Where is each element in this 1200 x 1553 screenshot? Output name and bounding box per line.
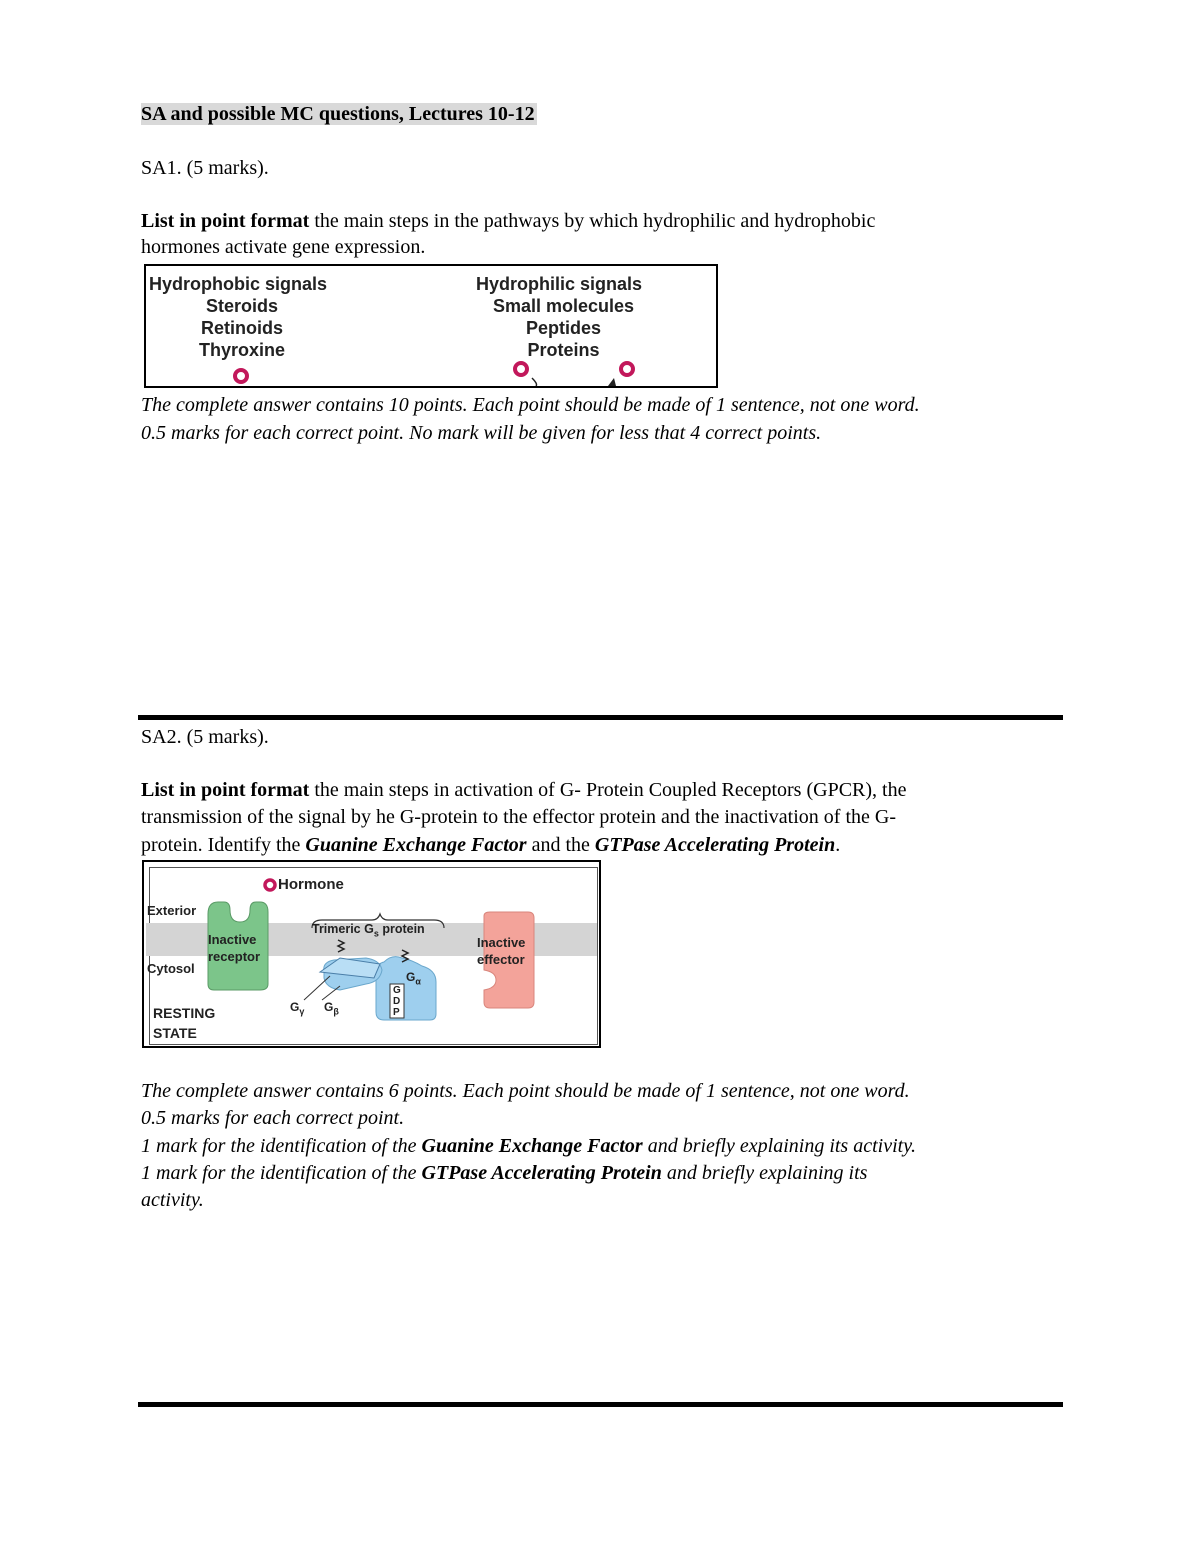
- arrow-icon: [532, 378, 537, 386]
- effector-label-2: effector: [477, 952, 525, 967]
- resting-label-1: RESTING: [153, 1005, 216, 1021]
- hormone-marker-icon: [621, 363, 633, 375]
- sa2-prompt-line-3: protein. Identify the Guanine Exchange Factor and the GTPase Accelerating Protein.: [141, 834, 841, 856]
- g-alpha-shape: [376, 957, 436, 1020]
- hydrophilic-item: Proteins: [527, 340, 600, 360]
- label-pointer: [322, 986, 340, 1000]
- hydrophilic-title: Hydrophilic signals: [476, 274, 643, 294]
- gdp-letter: D: [393, 996, 401, 1007]
- effector-label-1: Inactive: [477, 935, 526, 950]
- sa1-note-1: The complete answer contains 10 points. Each point should be made of 1 sentence, not one word.: [141, 394, 920, 416]
- hydrophobic-item: Retinoids: [200, 318, 283, 338]
- exterior-label: Exterior: [147, 903, 197, 918]
- hormone-marker-icon: [235, 370, 247, 382]
- sa2-prompt-line-2: transmission of the signal by he G-protein to the effector protein and the inactivation of the G-: [141, 806, 896, 828]
- hormone-label: Hormone: [278, 876, 344, 893]
- g-alpha-label: $G_\alpha$: [406, 970, 421, 987]
- hormone-marker-icon: [265, 880, 275, 890]
- hydrophobic-item: Thyroxine: [198, 340, 286, 360]
- section-divider: [138, 715, 1063, 720]
- sa1-prompt-line-1: List in point format the main steps in the pathways by which hydrophilic and hydrophobic: [141, 210, 876, 232]
- gdp-letter: G: [393, 985, 401, 996]
- trimeric-label: Trimeric $G_s$ protein: [312, 922, 425, 939]
- resting-label-2: STATE: [153, 1025, 197, 1041]
- sa2-note-2: 0.5 marks for each correct point.: [141, 1107, 405, 1129]
- hydrophobic-item: Steroids: [205, 296, 279, 316]
- sa1-note-2: 0.5 marks for each correct point. No mark will be given for less that 4 correct points.: [141, 422, 822, 444]
- hydrophilic-item: Small molecules: [492, 296, 635, 316]
- receptor-label-2: receptor: [208, 949, 261, 964]
- section-divider: [138, 1402, 1063, 1407]
- page-title: SA and possible MC questions, Lectures 10-12: [141, 103, 535, 125]
- arrow-icon: [608, 378, 616, 386]
- hormone-markers: [146, 266, 716, 386]
- hormone-marker-icon: [515, 363, 527, 375]
- g-gamma-label: $G_\gamma$: [290, 1000, 305, 1017]
- sa2-note-5: activity.: [141, 1189, 204, 1211]
- sa1-heading: SA1. (5 marks).: [141, 157, 269, 179]
- gpcr-figure: [142, 860, 601, 1048]
- receptor-label-1: Inactive: [208, 932, 257, 947]
- sa2-note-1: The complete answer contains 6 points. Each point should be made of 1 sentence, not one word.: [141, 1080, 910, 1102]
- sa1-prompt-line-2: hormones activate gene expression.: [141, 236, 426, 258]
- sa2-note-4: 1 mark for the identification of the GTPase Accelerating Protein and briefly explaining its: [141, 1162, 868, 1184]
- sa2-note-3: 1 mark for the identification of the Guanine Exchange Factor and briefly explaining its activity.: [141, 1135, 916, 1157]
- signals-figure: [144, 264, 718, 388]
- g-beta-label: $G_\beta$: [324, 1000, 339, 1017]
- hydrophilic-item: Peptides: [525, 318, 602, 338]
- sa2-prompt-line-1: List in point format the main steps in activation of G- Protein Coupled Receptors (GPCR), the: [141, 779, 907, 801]
- sa2-heading: SA2. (5 marks).: [141, 726, 269, 748]
- hydrophobic-title: Hydrophobic signals: [149, 274, 328, 294]
- gdp-letter: P: [393, 1007, 400, 1018]
- cytosol-label: Cytosol: [147, 961, 195, 976]
